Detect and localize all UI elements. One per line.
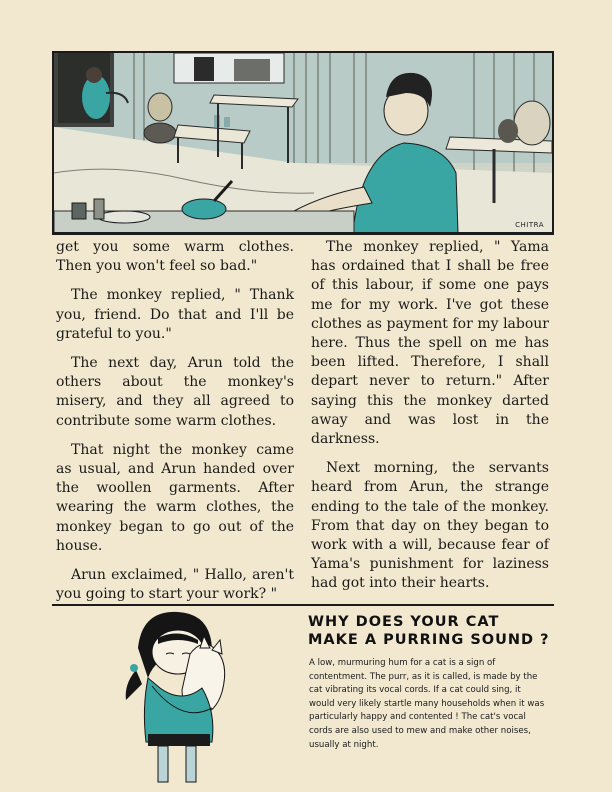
paragraph: Next morning, the servants heard from Arun, the strange ending to the tale of the monkey. From that day on they began to work with a will, because fear of Yama's punishment for laziness had got into their hearts.: [311, 460, 549, 592]
paragraph: The monkey replied, " Thank you, friend. Do that and I'll be grateful to you.": [56, 287, 294, 342]
sidebar-title: [308, 613, 558, 649]
paragraph: The next day, Arun told the others about the monkey's misery, and they all agreed to contribute some warm clothes.: [56, 355, 294, 429]
story-column-left: [56, 238, 294, 614]
illustration-credit: CHITRA: [515, 221, 544, 229]
section-divider: [52, 604, 554, 606]
paragraph: That night the monkey came as usual, and Arun handed over the woollen garments. After wearing the warm clothes, the monkey began to go out of the house.: [56, 441, 294, 554]
story-illustration: [52, 51, 554, 235]
paragraph: The monkey replied, " Yama has ordained that I shall be free of this labour, if some one pays me for my work. I've got these clothes as payment for my labour here. Thus the spell on me has been lifted. Therefore, I shall depart never to return." After saying this the monkey darted away and was lost in the darkness.: [311, 239, 549, 448]
sidebar-title-line: MAKE A PURRING SOUND ?: [308, 632, 550, 648]
paragraph: get you some warm clothes. Then you won't feel so bad.": [56, 239, 294, 275]
story-column-right: [311, 238, 549, 604]
paragraph: Arun exclaimed, " Hallo, aren't you going to start your work? ": [56, 567, 294, 603]
sidebar-body: [309, 657, 547, 752]
sidebar-title-line: WHY DOES YOUR CAT: [308, 614, 500, 630]
sidebar-paragraph: A low, murmuring hum for a cat is a sign of contentment. The purr, as it is called, is made by the cat vibrating its vocal cords. If a cat could sing, it would very likely startle many households when it was particularly happy and contented ! The cat's vocal cords are also used to mew and make other noises, usually at night.: [309, 658, 545, 750]
girl-with-cat-illustration: [112, 608, 262, 784]
